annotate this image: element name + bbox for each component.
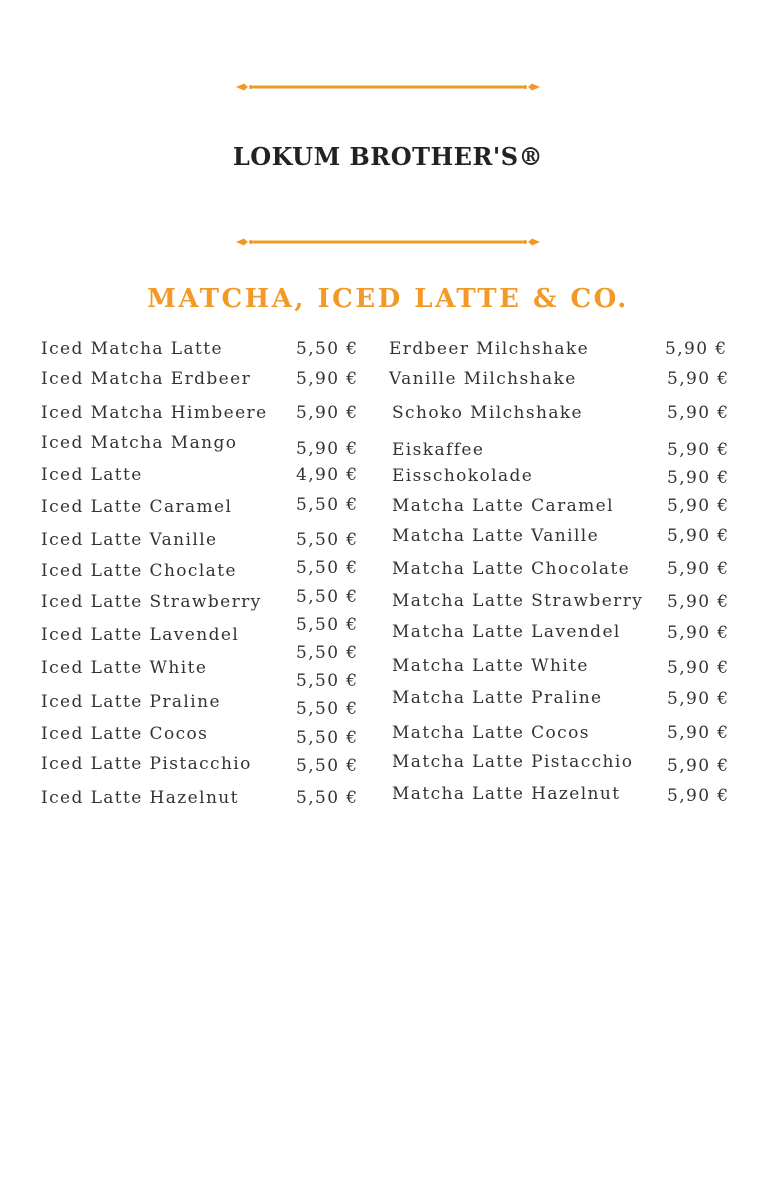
menu-item-name: Iced Latte Praline [41, 692, 221, 712]
menu-item-name: Iced Latte White [41, 658, 208, 678]
menu-item-name: Erdbeer Milchshake [389, 339, 590, 359]
menu-item-price: 5,90 € [667, 369, 730, 389]
bottom-divider [234, 235, 542, 249]
menu-item-price: 5,50 € [296, 495, 359, 515]
menu-item-price: 5,50 € [296, 530, 359, 550]
menu-item-price: 5,90 € [296, 369, 359, 389]
ornament-divider-icon [236, 239, 540, 246]
top-divider [234, 80, 542, 94]
menu-item-price: 5,50 € [296, 558, 359, 578]
menu-item-name: Iced Latte Choclate [41, 561, 237, 581]
menu-item-name: Iced Latte Hazelnut [41, 788, 239, 808]
menu-item-price: 5,90 € [667, 526, 730, 546]
menu-item-name: Matcha Latte Cocos [392, 723, 590, 743]
menu-item-name: Iced Matcha Erdbeer [41, 369, 252, 389]
menu-item-price: 5,90 € [667, 468, 730, 488]
menu-item-price: 5,50 € [296, 671, 359, 691]
menu-item-price: 5,90 € [667, 623, 730, 643]
menu-item-price: 5,50 € [296, 699, 359, 719]
menu-item-price: 5,50 € [296, 788, 359, 808]
menu-item-name: Eiskaffee [392, 440, 485, 460]
menu-item-price: 5,90 € [665, 339, 728, 359]
menu-item-name: Matcha Latte Praline [392, 688, 603, 708]
menu-item-price: 5,90 € [667, 689, 730, 709]
section-title: MATCHA, ICED LATTE & CO. [147, 284, 629, 314]
brand-title: LOKUM BROTHER'S® [232, 142, 544, 171]
menu-item-name: Matcha Latte Strawberry [392, 591, 644, 611]
menu-item-name: Schoko Milchshake [392, 403, 584, 423]
menu-item-price: 5,50 € [296, 339, 359, 359]
menu-item-price: 5,90 € [667, 440, 730, 460]
menu-item-name: Matcha Latte White [392, 656, 589, 676]
menu-item-price: 5,50 € [296, 643, 359, 663]
menu-item-name: Matcha Latte Chocolate [392, 559, 631, 579]
menu-item-name: Iced Latte Caramel [41, 497, 233, 517]
menu-item-name: Matcha Latte Vanille [392, 526, 600, 546]
menu-item-price: 5,90 € [667, 559, 730, 579]
menu-item-price: 5,50 € [296, 615, 359, 635]
menu-item-price: 5,50 € [296, 587, 359, 607]
menu-item-price: 5,90 € [667, 592, 730, 612]
menu-item-name: Matcha Latte Caramel [392, 496, 614, 516]
menu-item-name: Matcha Latte Lavendel [392, 622, 621, 642]
menu-item-name: Iced Matcha Latte [41, 339, 223, 359]
menu-item-name: Iced Latte Vanille [41, 530, 218, 550]
menu-item-price: 5,90 € [667, 403, 730, 423]
menu-item-name: Iced Matcha Himbeere [41, 403, 268, 423]
menu-item-name: Matcha Latte Hazelnut [392, 784, 621, 804]
menu-item-price: 5,50 € [296, 728, 359, 748]
menu-item-name: Iced Latte Pistacchio [41, 754, 252, 774]
menu-item-price: 5,90 € [667, 723, 730, 743]
ornament-divider-icon [236, 84, 540, 91]
menu-item-price: 5,90 € [667, 496, 730, 516]
menu-item-price: 5,90 € [667, 786, 730, 806]
menu-item-name: Iced Latte Cocos [41, 724, 209, 744]
menu-item-price: 4,90 € [296, 465, 359, 485]
menu-item-price: 5,90 € [296, 439, 359, 459]
menu-item-name: Iced Latte Strawberry [41, 592, 262, 612]
menu-item-price: 5,90 € [667, 756, 730, 776]
menu-item-price: 5,50 € [296, 756, 359, 776]
menu-item-price: 5,90 € [296, 403, 359, 423]
menu-item-name: Vanille Milchshake [389, 369, 577, 389]
menu-item-name: Eisschokolade [392, 466, 534, 486]
menu-item-name: Iced Latte [41, 465, 143, 485]
menu-item-name: Iced Matcha Mango [41, 433, 238, 453]
menu-item-name: Matcha Latte Pistacchio [392, 752, 634, 772]
menu-item-name: Iced Latte Lavendel [41, 625, 240, 645]
menu-item-price: 5,90 € [667, 658, 730, 678]
